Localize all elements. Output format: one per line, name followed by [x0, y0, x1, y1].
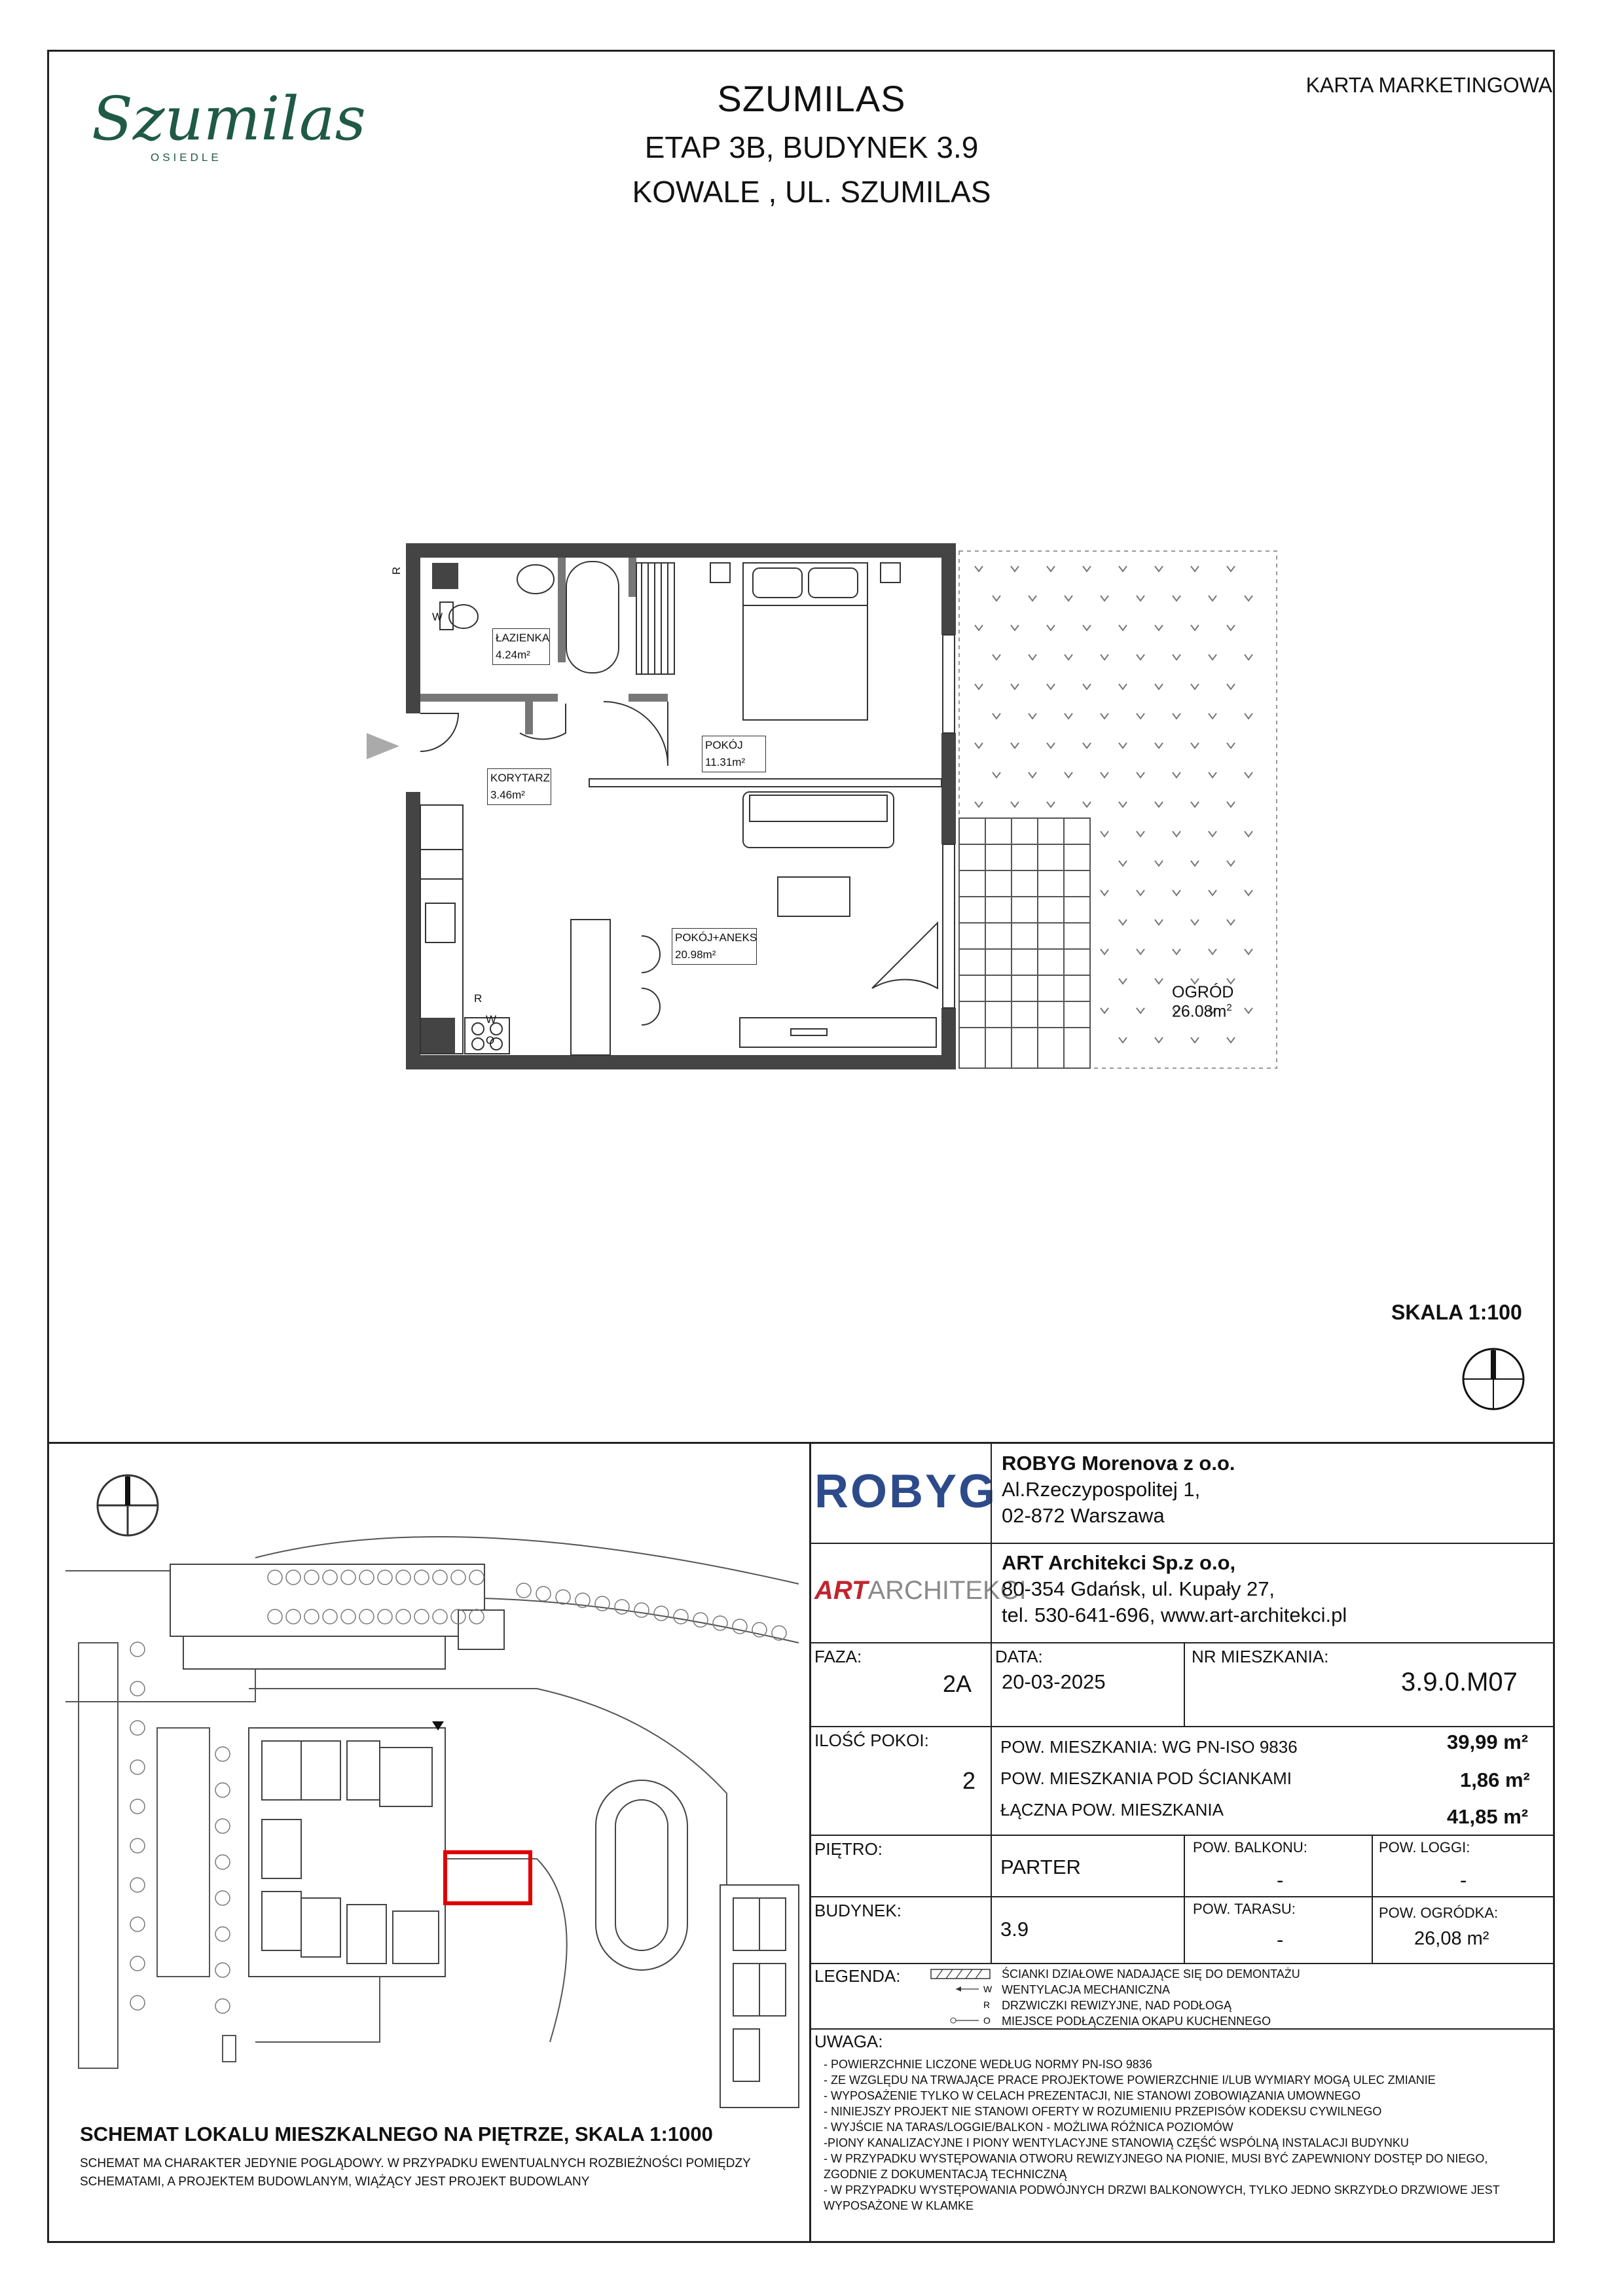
grass-mark — [1227, 802, 1235, 807]
grass-mark — [1209, 831, 1216, 836]
grass-mark — [1137, 831, 1144, 836]
uwaga-item: - W PRZYPADKU WYSTĘPOWANIA OTWORU REWIZYJNEGO NA PIONIE, MUSI BYĆ ZAPEWNIONY DOSTĘP DO NIEGO, — [824, 2152, 1488, 2165]
partition-wall — [589, 779, 941, 787]
robyg-logo: ROBYG — [814, 1465, 998, 1518]
tree-icon — [130, 1721, 145, 1735]
tree-icon — [130, 1760, 145, 1774]
faza-label: FAZA: — [814, 1647, 862, 1666]
robyg-address-2: 02-872 Warszawa — [1002, 1504, 1165, 1527]
grass-mark — [1173, 831, 1180, 836]
pokoje-label: ILOŚĆ POKOI: — [814, 1731, 929, 1750]
room-label-lazienka: ŁAZIENKA 4.24m² — [492, 628, 550, 665]
grass-mark — [1227, 920, 1235, 925]
grass-mark — [1011, 802, 1019, 807]
column-separator — [809, 1442, 811, 2243]
grass-mark — [1029, 713, 1036, 719]
svg-text:O: O — [983, 2015, 991, 2026]
balkon-value: - — [1277, 1869, 1284, 1892]
budynek-value: 3.9 — [1000, 1918, 1029, 1941]
ogrodek-label: POW. OGRÓDKA: — [1379, 1905, 1499, 1921]
karta-label: KARTA MARKETINGOWA — [1305, 73, 1552, 97]
grass-mark — [1191, 1037, 1199, 1043]
faza-value: 2A — [943, 1670, 972, 1697]
tree-icon — [130, 1996, 145, 2010]
tree-icon — [130, 1839, 145, 1853]
pietro-label: PIĘTRO: — [814, 1839, 883, 1859]
grass-mark — [993, 713, 1000, 719]
uwaga-item: - NINIEJSZY PROJEKT NIE STANOWI OFERTY W ROZUMIENIU PRZEPISÓW KODEKSU CYWILNEGO — [824, 2105, 1382, 2118]
art-logo: ARTARCHITEKCI — [814, 1576, 1027, 1605]
tree-icon — [693, 1613, 708, 1627]
grass-mark — [993, 596, 1000, 601]
legend-item-3: DRZWICZKI REWIZYJNE, NAD PODŁOGĄ — [1002, 1999, 1232, 2012]
grass-mark — [1047, 802, 1055, 807]
garden-label: OGRÓD $26.08m^2$ — [1172, 983, 1234, 1021]
grass-mark — [1209, 713, 1216, 719]
art-address-2: tel. 530-641-696, www.art-architekci.pl — [1002, 1604, 1347, 1626]
grass-mark — [1155, 1037, 1163, 1043]
grass-mark — [1047, 684, 1055, 689]
nr-label: NR MIESZKANIA: — [1192, 1647, 1329, 1666]
pow-laczna-label: ŁĄCZNA POW. MIESZKANIA — [1000, 1800, 1224, 1820]
bottom-separator — [47, 1442, 1555, 1444]
schemat-title: SCHEMAT LOKALU MIESZKALNEGO NA PIĘTRZE, SKALA 1:1000 — [80, 2123, 713, 2145]
art-address-1: 80-354 Gdańsk, ul. Kupały 27, — [1002, 1577, 1275, 1600]
tree-icon — [215, 1963, 230, 1977]
grass-mark — [1245, 1008, 1252, 1013]
grass-mark — [1011, 625, 1019, 630]
grass-mark — [1065, 713, 1072, 719]
tree-icon — [536, 1587, 551, 1601]
uwaga-item: - WYJŚCIE NA TARAS/LOGGIE/BALKON - MOŻLIWA RÓŻNICA POZIOMÓW — [824, 2121, 1233, 2134]
page-subtitle-address: KOWALE , UL. SZUMILAS — [632, 175, 991, 209]
grass-mark — [1065, 772, 1072, 778]
grass-mark — [1101, 596, 1108, 601]
grass-mark — [1137, 713, 1144, 719]
grass-mark — [975, 743, 983, 748]
grass-mark — [1227, 625, 1235, 630]
bathroom-fixtures — [440, 562, 674, 674]
grass-mark — [975, 684, 983, 689]
tree-icon — [215, 1747, 230, 1761]
pokoje-value: 2 — [962, 1767, 976, 1794]
grass-mark — [1029, 655, 1036, 660]
grass-mark — [1245, 890, 1252, 895]
grass-mark — [1191, 802, 1199, 807]
grass-mark — [1119, 566, 1127, 571]
grass-mark — [1245, 596, 1252, 601]
grass-mark — [1101, 831, 1108, 836]
tree-icon — [130, 1799, 145, 1814]
taras-value: - — [1277, 1928, 1284, 1951]
tree-icon — [130, 1681, 145, 1696]
grass-mark — [1101, 949, 1108, 954]
grass-mark — [1155, 920, 1163, 925]
pow-pod-label: POW. MIESZKANIA POD ŚCIANKAMI — [1000, 1768, 1292, 1788]
north-arrow-icon — [1459, 1344, 1528, 1414]
grass-mark — [1209, 596, 1216, 601]
entrance-arrow — [367, 733, 399, 759]
grass-mark — [1119, 1037, 1127, 1043]
tree-icon — [215, 1819, 230, 1833]
tree-icon — [615, 1600, 629, 1614]
grass-mark — [1173, 890, 1180, 895]
tree-icon — [634, 1603, 649, 1617]
grass-mark — [1119, 743, 1127, 748]
grass-mark — [1083, 566, 1091, 571]
grass-mark — [1155, 625, 1163, 630]
grass-mark — [1119, 625, 1127, 630]
grass-mark — [1155, 802, 1163, 807]
grass-mark — [1137, 596, 1144, 601]
mark-r-top: R — [390, 566, 403, 575]
grass-mark — [1047, 743, 1055, 748]
grass-mark — [1227, 566, 1235, 571]
uwaga-list — [824, 2056, 1544, 2214]
site-map — [65, 1453, 799, 2108]
room-label-korytarz: KORYTARZ 3.46m² — [487, 768, 551, 805]
pow-pod-value: 1,86 m² — [1460, 1768, 1530, 1791]
grass-mark — [1245, 713, 1252, 719]
grass-mark — [1191, 566, 1199, 571]
grass-mark — [1155, 743, 1163, 748]
tree-icon — [215, 1855, 230, 1869]
grass-mark — [1209, 890, 1216, 895]
scale-label: SKALA 1:100 — [1391, 1300, 1522, 1324]
pietro-value: PARTER — [1000, 1856, 1081, 1878]
grass-mark — [1173, 596, 1180, 601]
grass-mark — [1209, 949, 1216, 954]
grass-mark — [1137, 890, 1144, 895]
legend-label: LEGENDA: — [814, 1966, 901, 1986]
site-north-icon — [125, 1477, 130, 1505]
grass-mark — [1245, 949, 1252, 954]
uwaga-item: - POWIERZCHNIE LICZONE WEDŁUG NORMY PN-ISO 9836 — [824, 2058, 1152, 2071]
pow-mieszkania-value: 39,99 m² — [1447, 1731, 1529, 1753]
grass-mark — [1011, 684, 1019, 689]
robyg-name: ROBYG Morenova z o.o. — [1002, 1452, 1235, 1475]
data-label: DATA: — [995, 1647, 1043, 1666]
grass-mark — [1137, 949, 1144, 954]
ogrodek-value: 26,08 m² — [1414, 1928, 1489, 1949]
tree-icon — [517, 1583, 531, 1598]
grass-mark — [993, 772, 1000, 778]
grass-mark — [993, 655, 1000, 660]
grass-mark — [1173, 655, 1180, 660]
tree-icon — [215, 1999, 230, 2013]
loggia-value: - — [1460, 1869, 1467, 1892]
grass-mark — [1011, 566, 1019, 571]
mark-w-top: W — [432, 611, 443, 623]
grass-mark — [1191, 625, 1199, 630]
grass-mark — [975, 566, 983, 571]
room-label-pokoj-aneks: POKÓJ+ANEKS 20.98m² — [672, 928, 757, 965]
tree-icon — [215, 1927, 230, 1941]
mark-o-kitchen: O — [486, 1034, 495, 1047]
grass-mark — [1083, 625, 1091, 630]
taras-label: POW. TARASU: — [1193, 1901, 1296, 1917]
tree-icon — [556, 1590, 570, 1604]
tree-icon — [215, 1783, 230, 1797]
uwaga-item: - WYPOSAŻENIE TYLKO W CELACH PREZENTACJI, NIE STANOWI ZOBOWIĄZANIA UMOWNEGO — [824, 2089, 1361, 2102]
grass-mark — [1209, 772, 1216, 778]
grass-mark — [1101, 890, 1108, 895]
uwaga-label: UWAGA: — [814, 2032, 883, 2051]
uwaga-item: - ZE WZGLĘDU NA TRWAJĄCE PRACE PROJEKTOWE POWIERZCHNIE I/LUB WYMIARY MOGĄ ULEC ZMIANIE — [824, 2073, 1436, 2087]
grass-mark — [1065, 655, 1072, 660]
loggia-label: POW. LOGGI: — [1379, 1839, 1470, 1856]
grass-mark — [1245, 655, 1252, 660]
svg-text:W: W — [983, 1984, 993, 1994]
svg-text:OSIEDLE: OSIEDLE — [151, 151, 222, 164]
grass-mark — [1209, 655, 1216, 660]
uwaga-item: WYPOSAŻONE W KLAMKE — [824, 2199, 974, 2212]
grass-mark — [1083, 802, 1091, 807]
data-value: 20-03-2025 — [1002, 1670, 1106, 1693]
grass-mark — [1011, 743, 1019, 748]
tree-icon — [130, 1642, 145, 1657]
legend-item-1: ŚCIANKI DZIAŁOWE NADAJĄCE SIĘ DO DEMONTAŻU — [1002, 1967, 1300, 1981]
uwaga-item: ZGODNIE Z DOKUMENTACJĄ TECHNICZNĄ — [824, 2168, 1067, 2181]
tree-icon — [654, 1606, 668, 1621]
grass-mark — [1245, 772, 1252, 778]
tree-icon — [733, 1619, 747, 1634]
grass-mark — [1245, 831, 1252, 836]
uwaga-item: - W PRZYPADKU WYSTĘPOWANIA PODWÓJNYCH DRZWI BALKONOWYCH, TYLKO JEDNO SKRZYDŁO DRZWIOWE JEST — [824, 2183, 1500, 2197]
outer-walls — [406, 543, 956, 1069]
floor-plan — [367, 537, 1283, 1073]
grass-mark — [975, 802, 983, 807]
svg-text:Szumilas: Szumilas — [92, 84, 366, 154]
tree-icon — [130, 1917, 145, 1931]
balkon-label: POW. BALKONU: — [1193, 1839, 1307, 1856]
grass-mark — [1101, 655, 1108, 660]
grass-mark — [1029, 772, 1036, 778]
grass-mark — [1155, 684, 1163, 689]
apartment-highlight — [445, 1852, 530, 1903]
art-name: ART Architekci Sp.z o.o, — [1002, 1551, 1236, 1574]
terrace-tiles — [959, 818, 1090, 1068]
mark-r-kitchen: R — [474, 992, 483, 1005]
page-subtitle-etap: ETAP 3B, BUDYNEK 3.9 — [644, 130, 979, 164]
mark-w-kitchen: W — [486, 1013, 497, 1026]
nr-value: 3.9.0.M07 — [1401, 1668, 1518, 1696]
robyg-address-1: Al.Rzeczypospolitej 1, — [1002, 1478, 1201, 1501]
tree-icon — [130, 1956, 145, 1971]
grass-mark — [1047, 566, 1055, 571]
grass-mark — [1119, 861, 1127, 866]
grass-mark — [1191, 684, 1199, 689]
schemat-note: SCHEMAT MA CHARAKTER JEDYNIE POGLĄDOWY. W PRZYPADKU EWENTUALNYCH ROZBIEŻNOŚCI POMIĘDZY SCHEMATAMI, A PROJEKTEM BUDOWLANYM, WIĄŻĄCY JEST PROJEKT BUDOWLANY — [80, 2157, 751, 2189]
svg-text:R: R — [983, 2000, 991, 2010]
grass-mark — [1155, 566, 1163, 571]
grass-mark — [1227, 1037, 1235, 1043]
pow-laczna-value: 41,85 m² — [1447, 1805, 1529, 1828]
grass-mark — [1227, 684, 1235, 689]
grass-mark — [1083, 743, 1091, 748]
grass-mark — [1191, 920, 1199, 925]
grass-mark — [1101, 772, 1108, 778]
legend-item-4: MIEJSCE PODŁĄCZENIA OKAPU KUCHENNEGO — [1002, 2015, 1271, 2028]
legend-symbols — [930, 1967, 995, 2029]
page-title: SZUMILAS — [717, 78, 906, 119]
grass-mark — [1101, 713, 1108, 719]
grass-mark — [1155, 861, 1163, 866]
grass-mark — [1173, 772, 1180, 778]
pow-mieszkania-label: POW. MIESZKANIA: WG PN-ISO 9836 — [1000, 1737, 1298, 1757]
grass-mark — [1083, 684, 1091, 689]
legend-item-2: WENTYLACJA MECHANICZNA — [1002, 1983, 1171, 1996]
tree-icon — [215, 1891, 230, 1905]
grass-mark — [1173, 713, 1180, 719]
grass-mark — [1227, 743, 1235, 748]
grass-mark — [1029, 596, 1036, 601]
grass-mark — [1155, 978, 1163, 984]
grass-mark — [1173, 949, 1180, 954]
grass-mark — [1119, 978, 1127, 984]
grass-mark — [1101, 1008, 1108, 1013]
grass-mark — [1047, 625, 1055, 630]
tree-icon — [713, 1616, 727, 1630]
tree-icon — [595, 1596, 610, 1611]
grass-mark — [1119, 802, 1127, 807]
room-label-pokoj: POKÓJ 11.31m² — [702, 736, 766, 772]
grass-mark — [1137, 1008, 1144, 1013]
grass-mark — [1191, 743, 1199, 748]
grass-mark — [1227, 861, 1235, 866]
tree-icon — [674, 1609, 688, 1624]
budynek-label: BUDYNEK: — [814, 1901, 902, 1920]
grass-mark — [1137, 655, 1144, 660]
grass-mark — [1119, 684, 1127, 689]
uwaga-item: -PIONY KANALIZACYJNE I PIONY WENTYLACYJNE STANOWIĄ CZĘŚĆ WSPÓLNĄ INSTALACJI BUDYNKU — [824, 2136, 1409, 2149]
grass-mark — [1119, 920, 1127, 925]
grass-mark — [1065, 596, 1072, 601]
grass-mark — [975, 625, 983, 630]
tree-icon — [130, 1878, 145, 1892]
grass-mark — [1137, 772, 1144, 778]
grass-mark — [1191, 861, 1199, 866]
